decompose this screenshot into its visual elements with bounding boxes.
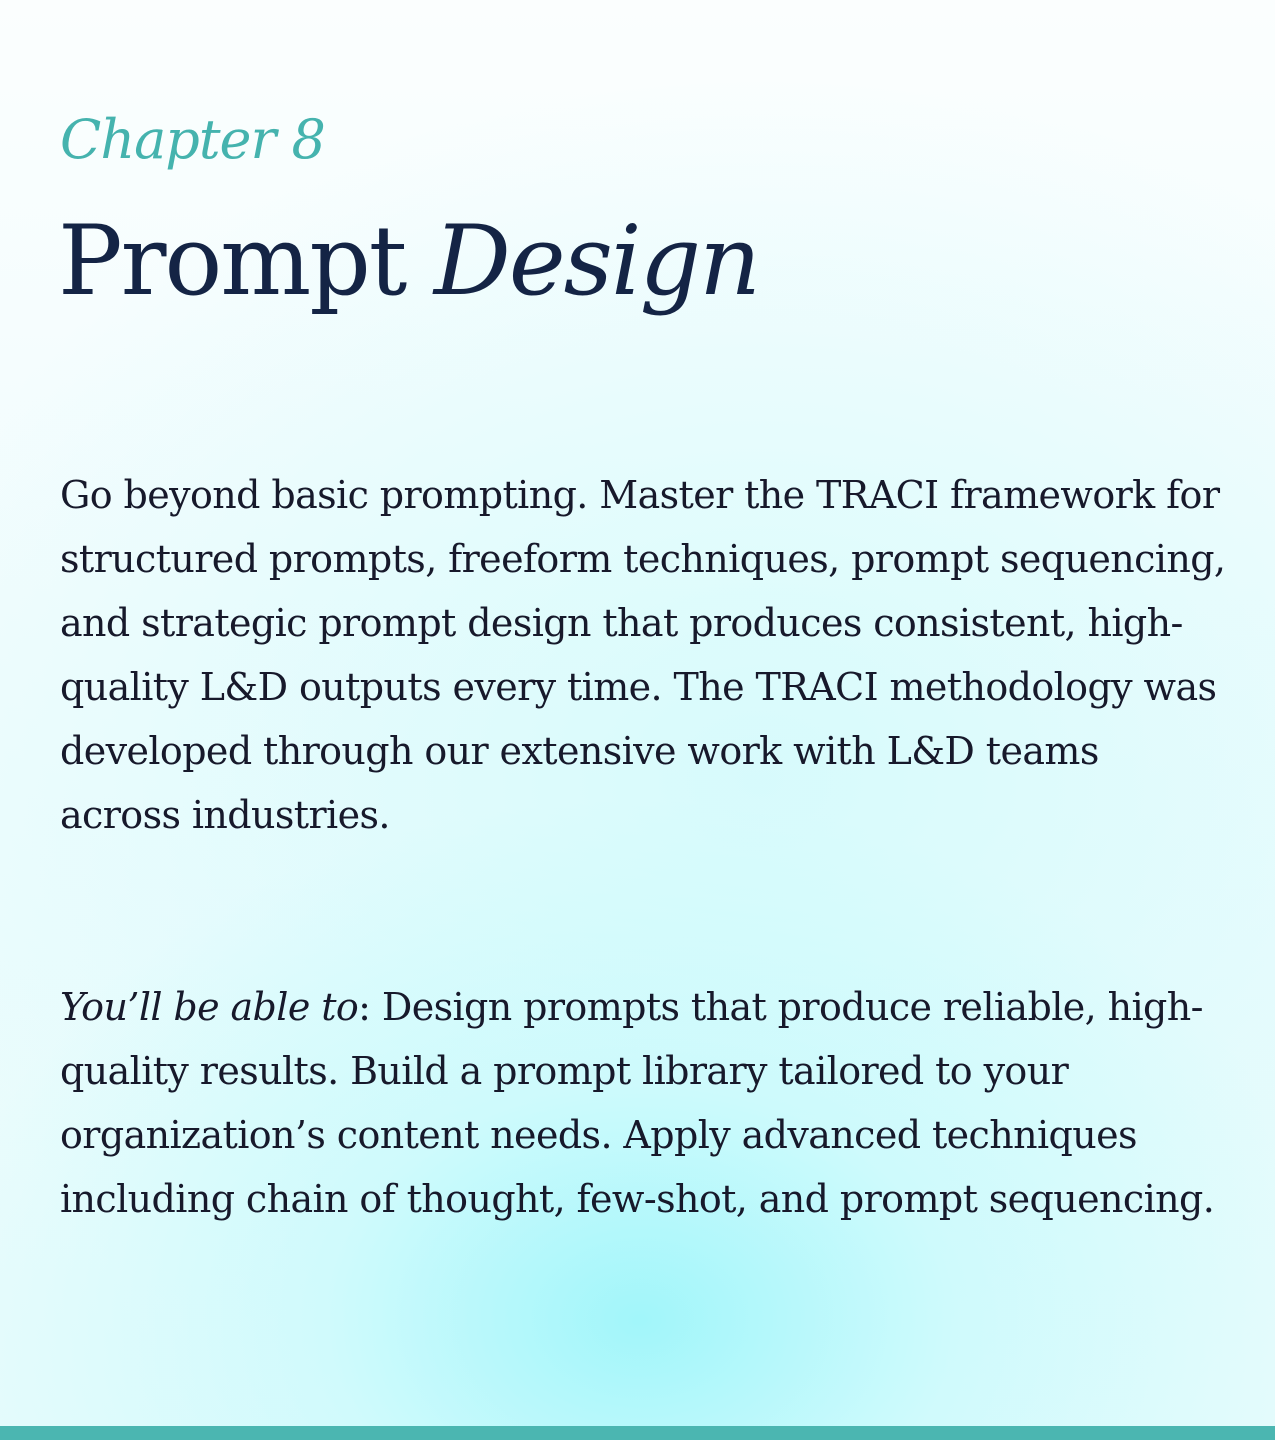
- outcomes-lead: You’ll be able to: [60, 985, 359, 1029]
- bottom-accent-bar: [0, 1426, 1275, 1440]
- title-italic: Design: [433, 205, 759, 317]
- title-regular: Prompt: [58, 205, 406, 317]
- outcomes-paragraph: [60, 975, 1230, 1231]
- outcomes-separator: :: [358, 985, 371, 1029]
- intro-paragraph: Go beyond basic prompting. Master the TRACI framework for structured prompts, freeform techniques, prompt sequencing, and strategic prompt design that produces consistent, high-quality L&D outputs every time. The TRACI methodology was developed through our extensive work with L&D teams across industries.: [60, 473, 1226, 837]
- chapter-title: [58, 196, 759, 326]
- outcomes-text: Design prompts that produce reliable, high-quality results. Build a prompt library tailored to your organization’s content needs. Apply advanced techniques including chain of thought, few-shot, and prompt sequencing.: [60, 985, 1215, 1221]
- chapter-label: Chapter 8: [60, 108, 325, 171]
